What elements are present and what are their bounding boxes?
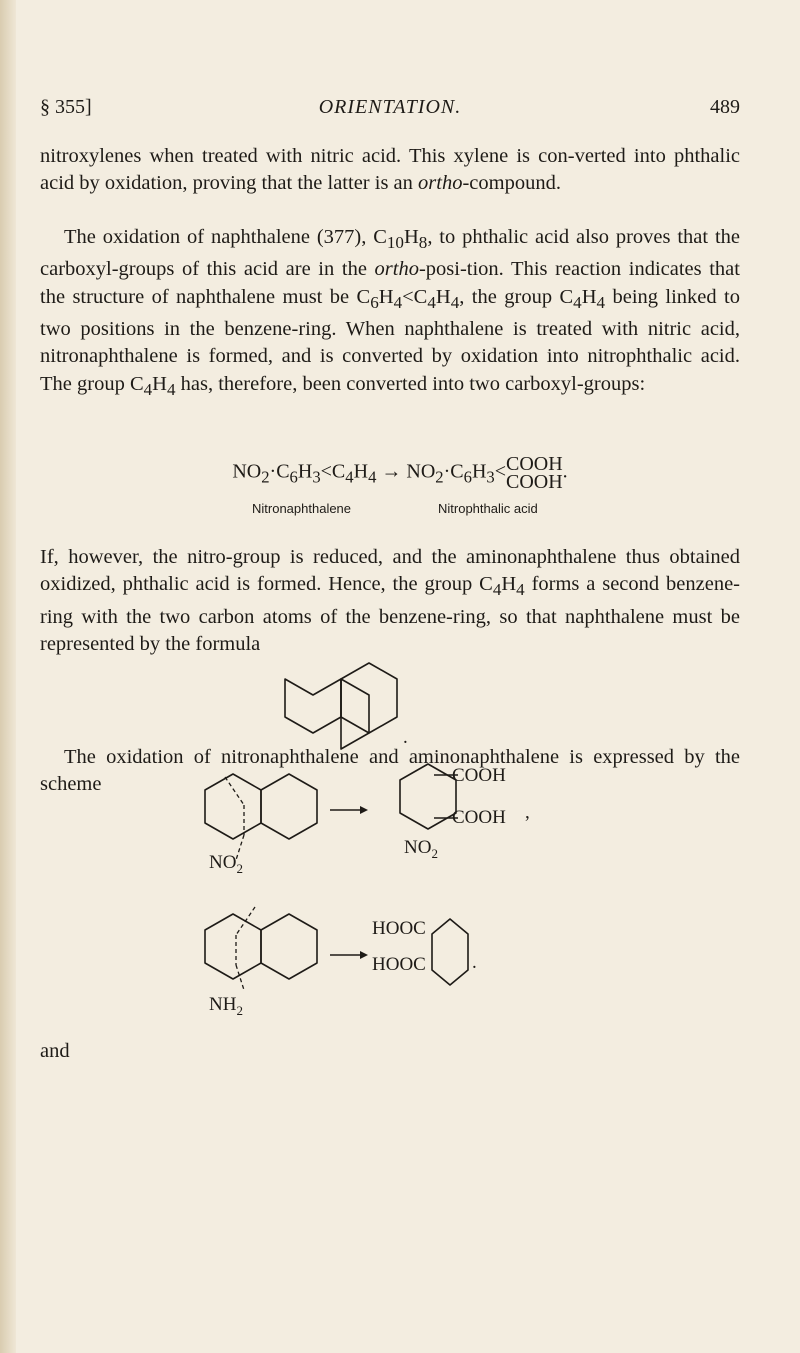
page-number: 489 [710, 96, 740, 118]
arrow-1 [330, 806, 368, 814]
cooh-label-2: COOH [452, 807, 506, 828]
scheme-period: . [472, 952, 477, 973]
paragraph-2: The oxidation of naphthalene (377), $C_{10}H_8$, to phthalic acid also proves that the carboxyl-groups of this acid are in the ortho-posi-tion. This reaction indicates that the structure of naphthalene must be $C_6H_4<C_4H_4$, the group $C_4H_4$ being linked to two positions in the benzene-ring. When naphthalene is treated with nitric acid, nitronaphthalene is formed, and is converted by oxidation into nitrophthalic acid. The group $C_4H_4$ has, therefore, been converted into two carboxyl-groups: [40, 226, 741, 399]
phthalic-acid-structure [372, 918, 477, 985]
cooh-top: COOH [506, 453, 563, 475]
equation-nitronaphthalene: $NO_2\cdot C_6H_3<C_4H_4$ → $NO_2\cdot C_6H_3<COOH$ COOH. [232, 453, 568, 493]
aminonaphthalene-structure [205, 907, 317, 1018]
hooc-label-2: HOOC [372, 954, 426, 975]
paragraph-3: If, however, the nitro-group is reduced, and the aminonaphthalene thus obtained oxidized, phthalic acid is formed. Hence, the group $C_4H_4$ forms a second benzene-ring with the two carbon atoms of the benzene-ring, so that naphthalene must be represented by the formula [40, 546, 740, 655]
formula-period: . [403, 727, 408, 748]
nitrophthalic-structure [400, 764, 530, 861]
naphthalene-formula [285, 663, 408, 749]
nitronaphthalene-structure [205, 774, 317, 876]
section-marker: § 355] [40, 96, 92, 118]
cooh-label-1: COOH [452, 765, 506, 786]
amino-label: $NH_2$ [209, 994, 243, 1018]
equation-period: . [562, 460, 568, 483]
paragraph-1: nitroxylenes when treated with nitric acid. This xylene is con-verted into phthalic acid by oxidation, proving that the latter is an ortho-compound. [40, 145, 740, 195]
nitro-label-2: $NO_2$ [404, 837, 438, 861]
cooh-bottom: COOH [506, 471, 563, 493]
label-nitrophthalic-acid: Nitrophthalic acid [438, 501, 538, 516]
running-title: ORIENTATION. [318, 96, 462, 118]
label-nitronaphthalene: Nitronaphthalene [252, 501, 352, 516]
arrow-2 [330, 951, 368, 959]
nitro-label-1: $NO_2$ [209, 852, 243, 876]
word-and: and [40, 1040, 70, 1062]
hooc-label-1: HOOC [372, 918, 426, 939]
scheme-comma: , [525, 802, 530, 823]
paragraph-4: The oxidation of nitronaphthalene and aminonaphthalene is expressed by the scheme [40, 746, 740, 796]
